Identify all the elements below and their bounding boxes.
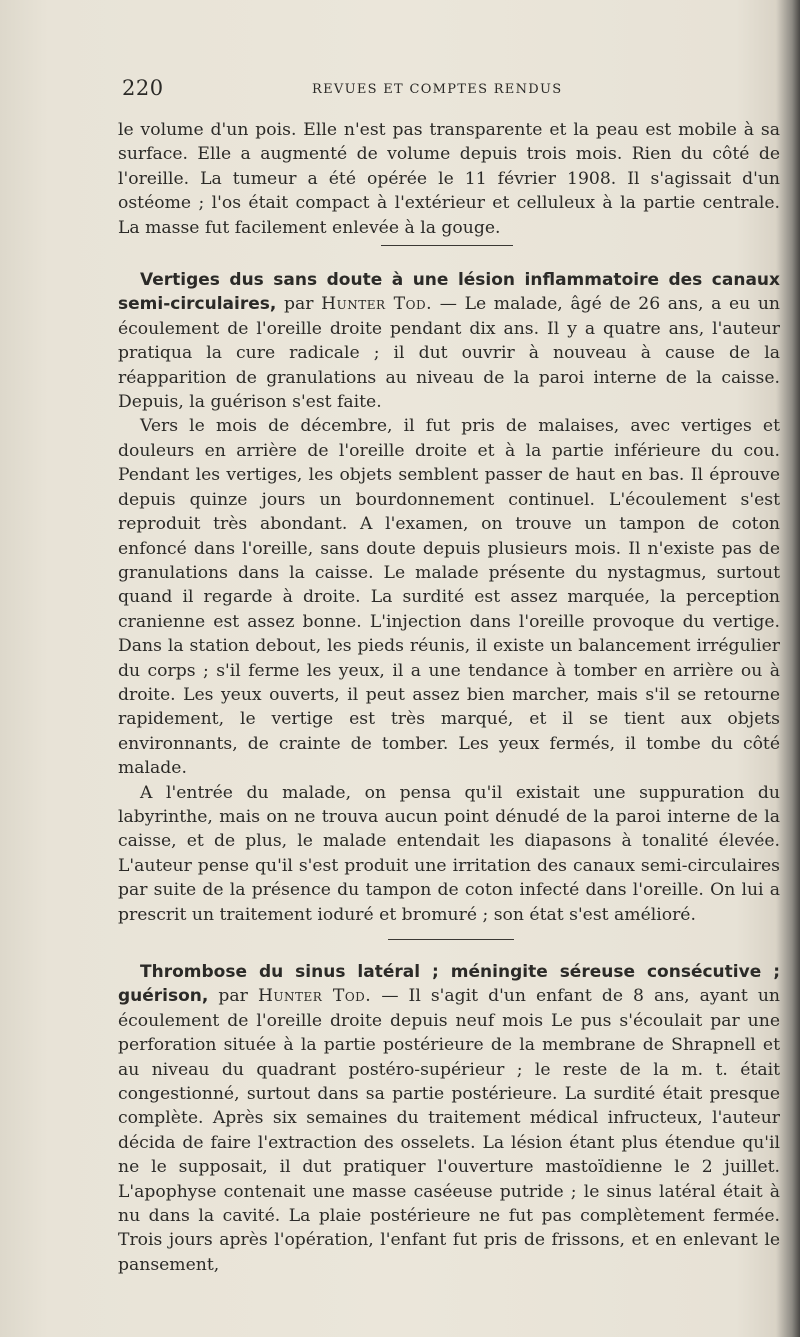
author-prefix: par xyxy=(218,986,248,1007)
article-vertiges-paragraph-2: Vers le mois de décembre, il fut pris de malaises, avec vertiges et douleurs en arrière de l'oreille droite et à la partie inférieure du cou. Pendant les vertiges, les objets semblent passer de haut en bas. Il éprouve depuis quinze jours un bourdonnement continuel. L'écoulement s'est reproduit très abondant. A l'examen, on trouve un tampon de coton enfoncé dans l'oreille, sans doute depuis plusieurs mois. Il n'existe pas de granulations dans la caisse. Le malade présente du nystagmus, surtout quand il regarde à droite. La surdité est assez marquée, la perception cranienne est assez bonne. L'injection dans l'oreille provoque du vertige. Dans la station debout, les pieds réunis, il existe un balancement irrégulier du corps ; s'il ferme les yeux, il a une tendance à tomber en arrière ou à droite. Les yeux ouverts, il peut assez bien marcher, mais s'il se retourne rapidement, le vertige est très marqué, et il se tient aux objets environnants, de crainte de tomber. Les yeux fermés, il tombe du côté malade. xyxy=(118,416,780,779)
page-number: 220 xyxy=(122,76,164,100)
article-text: — Il s'agit d'un enfant de 8 ans, ayant un écoulement de l'oreille droite depuis neuf mois Le pus s'écoulait par une perforation située à la partie postérieure de la membrane de Shrapnell et au niveau du quadrant postéro-supérieur ; le reste de la m. t. était congestionné, surtout dans sa partie postérieure. La surdité était presque complète. Après six semaines du traitement médical infructeux, l'auteur décida de faire l'extraction des osselets. La lésion étant plus étendue qu'il ne le supposait, il dut pratiquer l'ouverture mastoïdienne le 2 juillet. L'apophyse contenait une masse caséeuse putride ; le sinus latéral était à nu dans la cavité. La plaie postérieure ne fut pas complètement fermée. Trois jours après l'opération, l'enfant fut pris de frissons, et en enlevant le pansement, xyxy=(118,986,781,1275)
page-body xyxy=(118,118,780,1277)
article-title: Vertiges dus sans doute à une lésion inflammatoire des canaux semi-circulaires, xyxy=(118,270,780,315)
running-title: REVUES ET COMPTES RENDUS xyxy=(312,82,563,97)
section-divider xyxy=(388,939,514,940)
section-divider xyxy=(381,245,513,246)
article-author: Hunter Tod. xyxy=(321,294,433,315)
article-text: — Le malade, âgé de 26 ans, a eu un écoulement de l'oreille droite pendant dix ans. Il y a quatre ans, l'auteur pratiqua la cure radicale ; il dut ouvrir à nouveau à cause de la réapparition de granulations au niveau de la paroi interne de la caisse. Depuis, la guérison s'est faite. xyxy=(118,294,780,413)
page-header xyxy=(122,76,777,106)
article-title: Thrombose du sinus latéral ; méningite séreuse consécutive ; guérison, xyxy=(118,962,780,1007)
article-author: Hunter Tod. xyxy=(257,986,372,1007)
article-vertiges-paragraph-3: A l'entrée du malade, on pensa qu'il existait une suppuration du labyrinthe, mais on ne trouva aucun point dénudé de la paroi interne de la caisse, et de plus, le malade entendait les diapasons à tonalité élevée. L'auteur pense qu'il s'est produit une irritation des canaux semi-circulaires par suite de la présence du tampon de coton infecté dans l'oreille. On lui a prescrit un traitement ioduré et bromuré ; son état s'est amélioré. xyxy=(118,782,780,925)
article-vertiges-paragraph xyxy=(118,268,780,414)
author-prefix: par xyxy=(284,294,314,315)
continuation-paragraph: le volume d'un pois. Elle n'est pas transparente et la peau est mobile à sa surface. Elle a augmenté de volume depuis trois mois. Rien du côté de l'oreille. La tumeur a été opérée le 11 février 1908. Il s'agissait d'un ostéome ; l'os était compact à l'extérieur et celluleux à la partie centrale. La masse fut facilement enlevée à la gouge. xyxy=(118,120,780,238)
article-thrombose-paragraph xyxy=(118,960,780,1277)
